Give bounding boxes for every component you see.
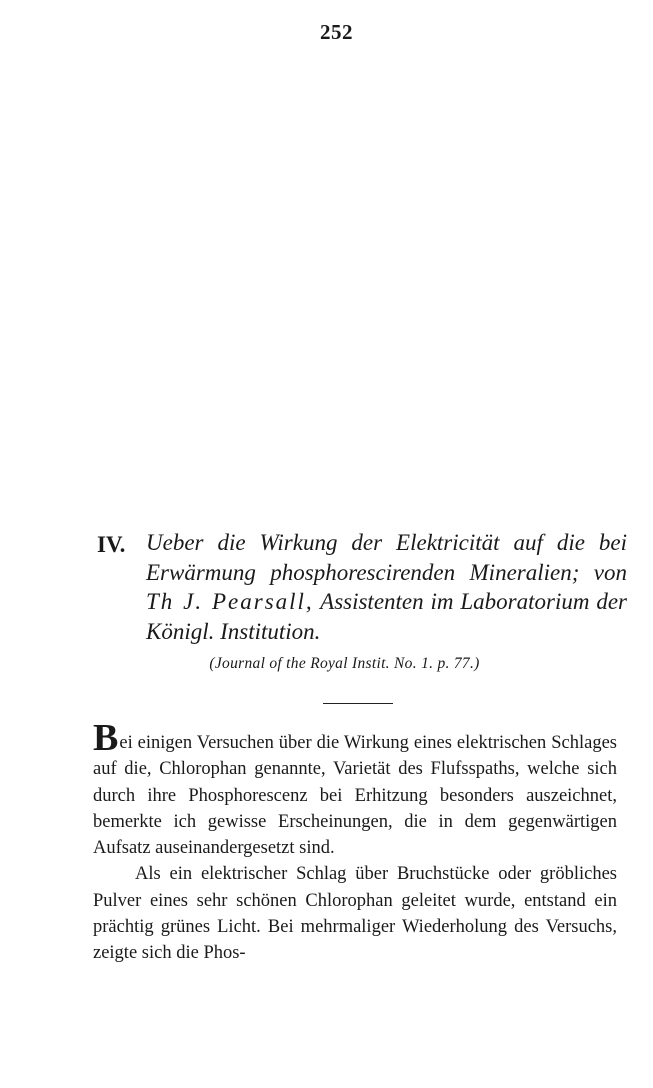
article-heading (97, 528, 627, 646)
section-numeral: IV. (97, 532, 126, 557)
journal-reference: (Journal of the Royal Instit. No. 1. p. 77.) (209, 655, 480, 672)
paragraph-2: Als ein elektrischer Schlag über Bruchstücke oder gröbliches Pulver eines sehr schönen Chlorophan geleitet wurde, entstand ein prächtig grünes Licht. Bei mehrmaliger Wiederholung des Versuchs, zeigte sich die Phos- (93, 864, 617, 964)
article-title (146, 528, 627, 646)
page-number: 252 (320, 20, 353, 44)
drop-cap: B (93, 717, 119, 759)
paragraph-1-text: ei einigen Versuchen über die Wirkung eines elektrischen Schlages auf die, Chlorophan genannte, Varietät des Flufsspaths, welche sich durch ihre Phosphorescenz bei Erhitzung besonders auszeichnet, bemerkte ich gewisse Erscheinungen, die in dem gegenwärtigen Aufsatz auseinandergesetzt sind. (93, 733, 617, 859)
title-part-1: Ueber die Wirkung der Elektricität auf die bei Erwärmung phosphorescirenden Mineralien; von (146, 530, 627, 585)
body-text (93, 717, 617, 967)
section-divider (323, 703, 393, 704)
author-name: Th J. Pearsall, (146, 589, 314, 614)
paragraph-1 (93, 717, 617, 861)
title-part-2: Assistenten im Laboratorium der Königl. Institution. (146, 589, 627, 644)
